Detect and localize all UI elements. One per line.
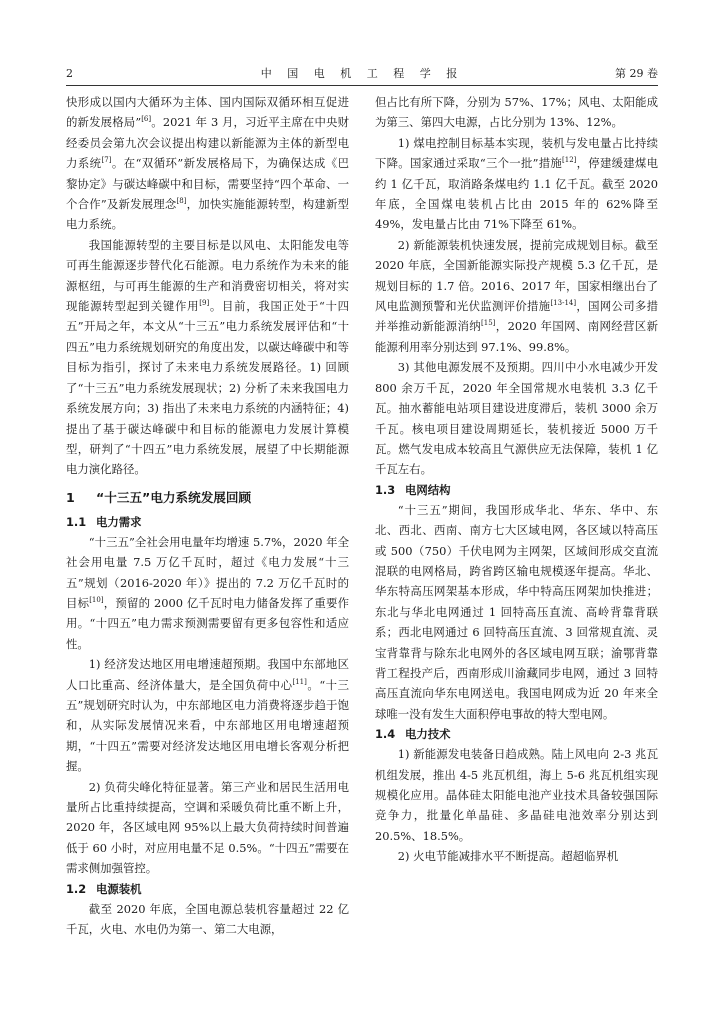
paragraph: 3) 其他电源发展不及预期。四川中小水电减少开发 800 余万千瓦，2020 年全国常规水电装机 3.3 亿千瓦。抽水蓄能电站项目建设进度滞后，装机 3000 余万千瓦。核电项目建设周期延长，装机接近 5000 万千瓦。燃气发电成本较高且气源供应无法保障，装机 1 亿千瓦左右。 (375, 360, 658, 477)
citation[interactable]: [11] (292, 677, 307, 686)
left-column (66, 92, 349, 939)
citation[interactable]: [15] (481, 319, 496, 328)
paragraph: 但占比有所下降，分别为 57%、17%；风电、太阳能成为第三、第四大电源，占比分别为 13%、12%。 (375, 95, 658, 130)
paragraph: 1) 新能源发电装备日趋成熟。陆上风电向 2-3 兆瓦机组发展，推出 4-5 兆瓦机组，海上 5-6 兆瓦机组实现规模化应用。晶体硅太阳能电池产业技术具备较强国际竞争力，批量化单晶硅、多晶硅电池效率分别达到 20.5%、18.5%。 (375, 747, 658, 843)
subsection-heading: 1.1 电力需求 (66, 514, 142, 529)
paragraph: 1) 经济发达地区用电增速超预期。我国中东部地区人口比重高、经济体量大，是全国负荷中心[11]。“十三五”规划研究时认为，中东部地区电力消费将逐步趋于饱和，从实际发展情况来看，中东部地区用电增速超预期，“十四五”需要对经济发达地区用电增长客观分析把握。 (66, 657, 349, 774)
paragraph: 2) 负荷尖峰化特征显著。第三产业和居民生活用电量所占比重持续提高，空调和采暖负荷比重不断上升，2020 年，各区域电网 95%以上最大负荷持续时间普遍低于 60 小时，对应用电量不足 0.5%。“十四五”需要在需求侧加强管控。 (66, 779, 349, 876)
citation[interactable]: [10] (89, 596, 104, 605)
volume-label: 第 29 卷 (615, 67, 658, 80)
paragraph: “十三五”期间，我国形成华北、华东、华中、东北、西北、西南、南方七大区域电网，各区域以特高压或 500（750）千伏电网为主网架，区域间形成交直流混联的电网格局，跨省跨区输电规模逐年提高。华北、华东特高压网架基本形成，华中特高压网架加快推进；东北与华北电网通过 1 回特高压直流、高岭背靠背联系；西北电网通过 6 回特高压直流、3 回常规直流、灵宝背靠背与除东北电网外的各区域电网互联；渝鄂背靠背工程投产后，西南形成川渝藏同步电网，通过 3 回特高压直流向华东电网送电。我国电网成为近 20 年来全球唯一没有发生大面积停电事故的特大型电网。 (375, 502, 658, 721)
running-header (66, 66, 658, 82)
paragraph: 2) 新能源装机快速发展，提前完成规划目标。截至 2020 年底，全国新能源实际投产规模 5.3 亿千瓦，是规划目标的 1.7 倍。2016、2017 年，国家相继出台了风电监测预警和光伏监测评价措施[13-14]，国网公司多措并举推动新能源消纳[15]，2020 年国网、南网经营区新能源利用率分别达到 97.1%、99.8%。 (375, 237, 658, 354)
section-heading: 1 “十三五”电力系统发展回顾 (66, 489, 252, 505)
subsection-heading: 1.4 电力技术 (375, 727, 451, 742)
subsection-heading: 1.3 电网结构 (375, 482, 451, 497)
citation[interactable]: [12] (562, 156, 577, 165)
subsection-heading: 1.2 电源装机 (66, 881, 142, 896)
citation[interactable]: [8] (176, 197, 187, 206)
citation[interactable]: [9] (199, 299, 210, 308)
header-rule (66, 85, 658, 86)
paragraph: 2) 火电节能减排水平不断提高。超超临界机 (397, 849, 619, 864)
paragraph: 1) 煤电控制目标基本实现，装机与发电量占比持续下降。国家通过采取“三个一批”措施[12]，停建缓建煤电约 1 亿千瓦，取消路条煤电约 1.1 亿千瓦。截至 2020 年底，全国煤电装机占比由 2015 年的 62%降至 49%，发电量占比由 71%下降至 61%。 (375, 135, 658, 232)
citation[interactable]: [7] (101, 156, 112, 165)
journal-title: 中 国 电 机 工 程 学 报 (260, 67, 464, 80)
paragraph: “十三五”全社会用电量年均增速 5.7%，2020 年全社会用电量 7.5 万亿千瓦时，超过《电力发展“十三五”规划（2016-2020 年）》提出的 7.2 万亿千瓦时的目标[10]，预留的 2000 亿千瓦时电力储备发挥了重要作用。“十四五”电力需求预测需要留有更多包容性和适应性。 (66, 534, 349, 651)
paragraph: 快形成以国内大循环为主体、国内国际双循环相互促进的新发展格局”[6]。2021 年 3 月，习近平主席在中央财经委员会第九次会议提出构建以新能源为主体的新型电力系统[7]。在“双循环”新发展格局下，为确保达成《巴黎协定》与碳达峰碳中和目标，需要坚持“四个革命、一个合作”及新发展理念[8]，加快实施能源转型，构建新型电力系统。 (66, 95, 349, 232)
paragraph: 我国能源转型的主要目标是以风电、太阳能发电等可再生能源逐步替代化石能源。电力系统作为未来的能源枢纽，与可再生能源的生产和消费密切相关，将对实现能源转型起到关键作用[9]。目前，我国正处于“十四五”开局之年，本文从“十三五”电力系统发展评估和“十四五”电力系统规划研究的角度出发，以碳达峰碳中和等目标为指引，探讨了未来电力系统发展路径。1) 回顾了“十三五”电力系统发展现状；2) 分析了未来我国电力系统发展方向；3) 指出了未来电力系统的内涵特征；4) 提出了基于碳达峰碳中和目标的能源电力发展计算模型，研判了“十四五”电力系统发展，展望了中长期能源电力演化路径。 (66, 237, 349, 477)
right-column (375, 92, 658, 867)
citation[interactable]: [6] (141, 115, 152, 124)
paragraph: 截至 2020 年底，全国电源总装机容量超过 22 亿千瓦，火电、水电仍为第一、第二大电源， (66, 901, 349, 937)
page-number: 2 (66, 67, 73, 80)
citation[interactable]: [13-14] (550, 299, 577, 308)
